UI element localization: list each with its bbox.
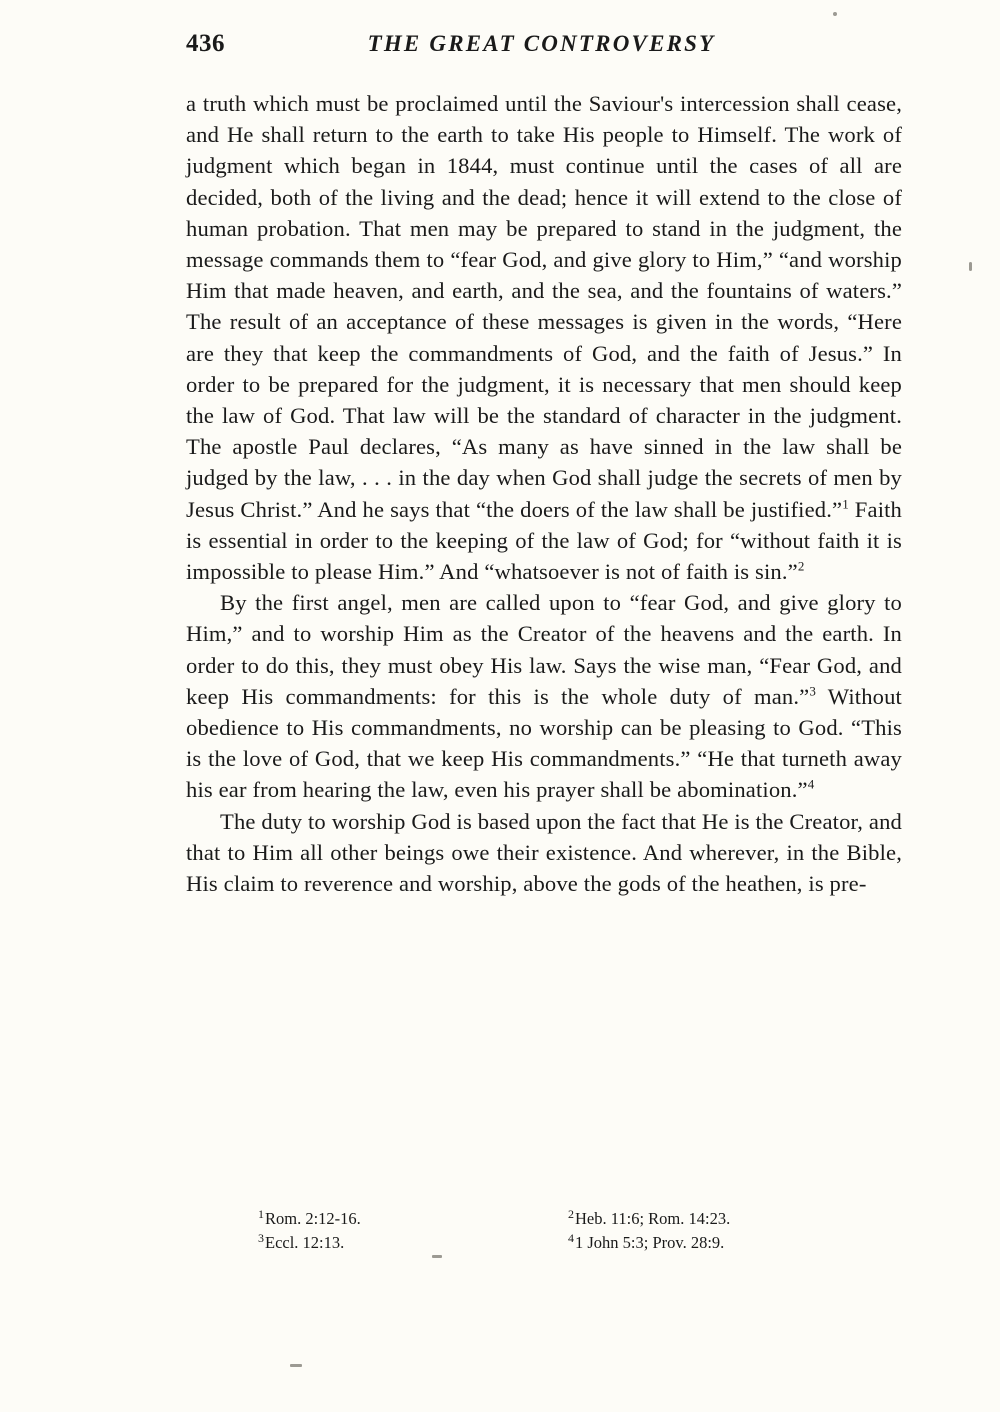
footnote-marker-2: 2 xyxy=(797,558,805,574)
footnote-row xyxy=(258,1231,878,1255)
footnote-1 xyxy=(258,1207,568,1231)
page-speck xyxy=(432,1255,442,1258)
footnote-marker-4: 4 xyxy=(807,776,815,792)
footnote-2-marker: 2 xyxy=(568,1206,574,1221)
footnote-2 xyxy=(568,1207,878,1231)
page-speck xyxy=(290,1364,302,1367)
footnote-marker-3: 3 xyxy=(809,683,816,699)
footnote-1-text: Rom. 2:12-16. xyxy=(265,1209,361,1228)
paragraph-2-text: By the first angel, men are called upon to “fear God, and give glory to Him,” and to worship Him as the Creator of the heavens and the earth. In order to do this, they must obey His law. Says the wise man, “Fear God, and keep His commandments: for this is the whole duty of man.” xyxy=(186,590,902,709)
footnote-4-text: 1 John 5:3; Prov. 28:9. xyxy=(575,1233,725,1252)
page-speck xyxy=(969,262,972,271)
running-head: THE GREAT CONTROVERSY xyxy=(367,31,716,56)
page-number: 436 xyxy=(186,30,225,57)
footnote-row xyxy=(258,1207,878,1231)
paragraph-2 xyxy=(186,587,902,805)
paragraph-2-text-tail: Without obedience to His commandments, no worship can be pleasing to God. “This is the love of God, that we keep His commandments.” “He that turneth away his ear from hearing the law, even his prayer shall be abomination.” xyxy=(186,683,902,803)
footnote-4-marker: 4 xyxy=(568,1230,574,1245)
footnote-4 xyxy=(568,1231,878,1255)
paragraph-1-text-tail: Faith is essential in order to the keeping of the law of God; for “without faith it is impossible to please Him.” And “whatsoever is not of faith is sin.” xyxy=(186,496,903,585)
footnote-1-marker: 1 xyxy=(258,1206,264,1221)
footnote-2-text: Heb. 11:6; Rom. 14:23. xyxy=(575,1209,731,1228)
footnote-marker-1: 1 xyxy=(842,496,849,512)
page-header xyxy=(186,30,898,58)
paragraph-1 xyxy=(186,88,902,587)
footnotes-block xyxy=(258,1207,878,1255)
footnote-3 xyxy=(258,1231,568,1255)
paragraph-3: The duty to worship God is based upon the fact that He is the Creator, and that to Him all other beings owe their existence. And wherever, in the Bible, His claim to reverence and worship, above the gods of the heathen, is pre- xyxy=(186,808,902,897)
footnote-3-text: Eccl. 12:13. xyxy=(265,1233,345,1252)
body-text-column xyxy=(186,88,902,899)
footnote-3-marker: 3 xyxy=(258,1230,264,1245)
page-speck xyxy=(833,12,837,16)
paragraph-1-text: a truth which must be proclaimed until the Saviour's intercession shall cease, and He shall return to the earth to take His people to Himself. The work of judgment which began in 1844, must continue until the cases of all are decided, both of the living and the dead; hence it will extend to the close of human probation. That men may be prepared to stand in the judgment, the message commands them to “fear God, and give glory to Him,” “and worship Him that made heaven, and earth, and the sea, and the fountains of waters.” The result of an acceptance of these messages is given in the words, “Here are they that keep the commandments of God, and the faith of Jesus.” In order to be prepared for the judgment, it is necessary that men should keep the law of God. That law will be the standard of character in the judgment. The apostle Paul declares, “As many as have sinned in the law shall be judged by the law, . . . in the day when God shall judge the secrets of men by Jesus Christ.” And he says that “the doers of the law shall be justified.” xyxy=(186,91,902,522)
